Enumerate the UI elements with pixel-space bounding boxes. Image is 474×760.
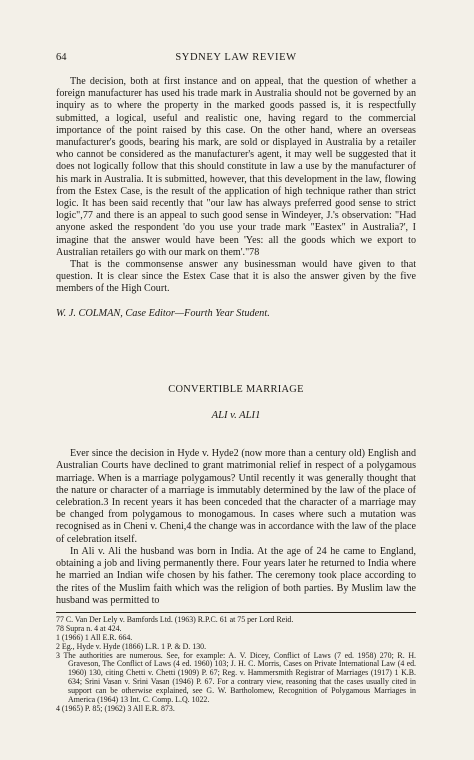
body-paragraph: In Ali v. Ali the husband was born in India. At the age of 24 he came to England, obtaining a job and living permanently there. Four years later he returned to India where he married an Indian wife chosen by his father. The ceremony took place according to the rites of the Muslim faith which was the religion of both parties. By Muslim law the husband was permitted to xyxy=(56,545,416,606)
footnote: 3 The authorities are numerous. See, for example: A. V. Dicey, Conflict of Laws (7 ed. 1958) 270; R. H. Graveson, The Conflict of Laws (4 ed. 1960) 103; J. H. C. Morris, Cases on Private International Law (4 ed. 1960) 130, citing Chetti v. Chetti (1909) P. 67; Reg. v. Hammersmith Registrar of Marriages (1917) 1 K.B. 634; Srini Vasan v. Srini Vasan (1946) P. 67. For a contrary view, reasoning that the cases usually cited in support can be otherwise explained, see G. W. Bartholomew, Recognition of Polygamous Marriages in America (1964) 13 Int. C. Comp. L.Q. 1022. xyxy=(56,650,416,705)
footnotes xyxy=(56,616,416,714)
case-name: ALI v. ALI1 xyxy=(211,410,261,422)
footnote: 77 C. Van Der Lely v. Bamfords Ltd. (1963) R.P.C. 61 at 75 per Lord Reid. xyxy=(56,614,294,624)
case-note-heading: CONVERTIBLE MARRIAGE xyxy=(168,383,304,395)
page-body xyxy=(56,76,416,714)
author-signature: W. J. COLMAN, Case Editor—Fourth Year Student. xyxy=(56,307,270,319)
footnote: 1 (1966) 1 All E.R. 664. xyxy=(56,632,133,642)
footnote-divider xyxy=(56,612,416,613)
footnote: 2 Eg., Hyde v. Hyde (1866) L.R. 1 P. & D. 130. xyxy=(56,641,207,651)
body-paragraph: That is the commonsense answer any businessman would have given to that question. It is clear since the Estex Case that it is also the answer given by the five members of the High Court. xyxy=(56,259,416,295)
page-number: 64 xyxy=(56,52,67,63)
footnote: 78 Supra n. 4 at 424. xyxy=(56,623,122,633)
body-paragraph: The decision, both at first instance and on appeal, that the question of whether a foreign manufacturer has used his trade mark in Australia should not be governed by an inquiry as to where the property in the marked goods passed is, it is respectfully submitted, a logical, useful and realistic one, having regard to the commercial importance of the point raised by this case. On the other hand, where an overseas manufacturer's goods, bearing his mark, are sold or displayed in Australia by a retailer who cannot be considered as the manufacturer's agent, it may well be suggested that it does not logically follow that this should constitute in law a use by the manufacturer of his mark in Australia. It is submitted, however, that this development in the law, flowing from the Estex Case, is the result of the application of high technique rather than strict logic. It has been said recently that "our law has always preferred good sense to strict logic",77 and there is an appeal to such good sense in Windeyer, J.'s observation: "Had anyone asked the respondent 'do you use your trade mark "Eastex" in Australia?', I imagine that the answer would have been 'Yes: all the goods which we export to Australian retailers go with our mark on them'."78 xyxy=(56,76,416,258)
footnote: 4 (1965) P. 85; (1962) 3 All E.R. 873. xyxy=(56,703,175,713)
running-title: SYDNEY LAW REVIEW xyxy=(175,52,297,63)
page-header xyxy=(56,52,416,66)
body-paragraph: Ever since the decision in Hyde v. Hyde2 (now more than a century old) English and Australian Courts have declined to grant matrimonial relief in respect of a polygamous marriage. When is a marriage polygamous? Until recently it was generally thought that the nature or character of a marriage is immutably determined by the law of the place of celebration.3 In recent years it has been conceded that the character of a marriage may be changed from polygamous to monogamous. In cases where such a mutation was recognised as in Cheni v. Cheni,4 the change was in accordance with the law of the place of celebration itself. xyxy=(56,448,416,545)
